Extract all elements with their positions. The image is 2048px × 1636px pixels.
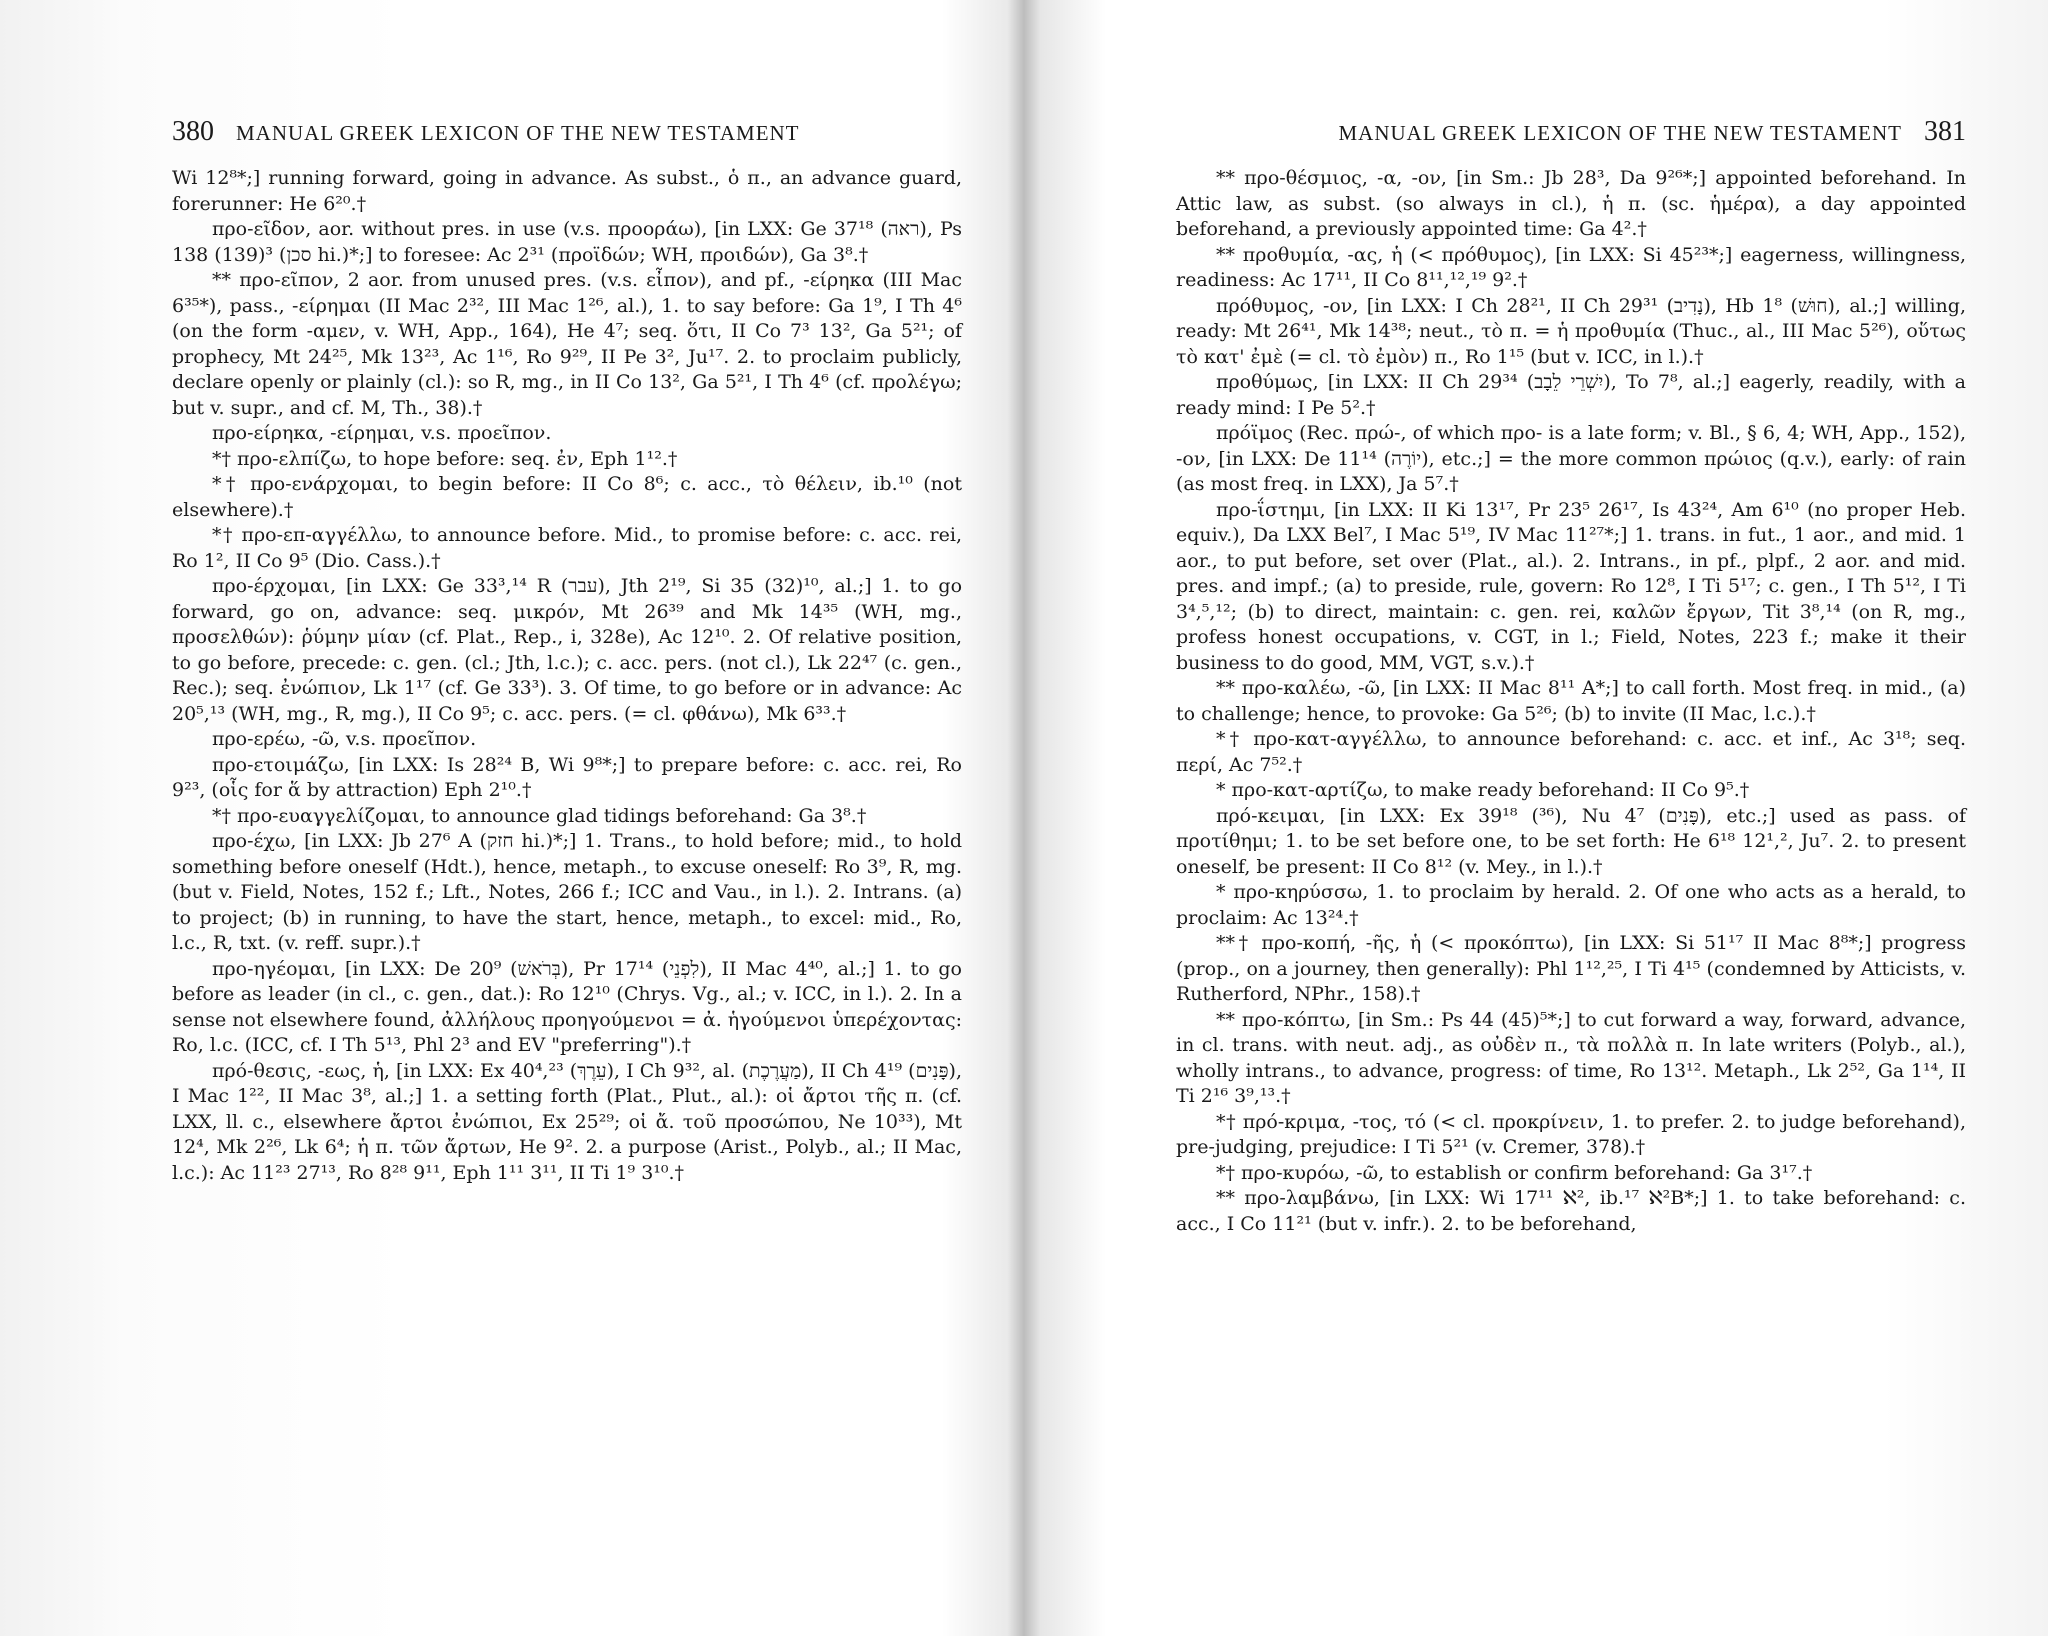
lexicon-entry: **† προ-κοπή, -ῆς, ἡ (< προκόπτω), [in LXX: Si 51¹⁷ II Mac 8⁸*;] progress (prop., on a journey, then generally): Phl 1¹²,²⁵, I Ti 4¹⁵ (condemned by Atticists, v. Rutherford, NPhr., 158).†: [1176, 932, 1966, 1005]
right-running-head: [1176, 116, 1966, 152]
lexicon-entry: ** προ-κόπτω, [in Sm.: Ps 44 (45)⁵*;] to cut forward a way, forward, advance, in cl. trans. with neut. adj., as οὐδὲν π., τὰ πολλὰ π. In late writers (Polyb., al.), wholly intrans., to advance, progress: of time, Ro 13¹². Metaph., Lk 2⁵², Ga 1¹⁴, II Ti 2¹⁶ 3⁹,¹³.†: [1176, 1008, 1966, 1107]
left-entries: [172, 166, 962, 1186]
lexicon-entry: προ-ΐστημι, [in LXX: II Ki 13¹⁷, Pr 23⁵ 26¹⁷, Is 43²⁴, Am 6¹⁰ (no proper Heb. equiv.), Da LXX Bel⁷, I Mac 5¹⁹, IV Mac 11²⁷*;] 1. trans. in fut., 1 aor., and mid. 1 aor., to put before, set over (Plat., al.). 2. Intrans., in pf., plpf., 2 aor. and mid. pres. and impf.; (a) to preside, rule, govern: Ro 12⁸, I Ti 5¹⁷; c. gen., I Th 5¹², I Ti 3⁴,⁵,¹²; (b) to direct, maintain: c. gen. rei, καλῶν ἔργων, Tit 3⁸,¹⁴ (on R, mg., profess honest occupations, v. CGT, in l.; Field, Notes, 223 f.; make it their business to do good, MM, VGT, s.v.).†: [1176, 498, 1966, 674]
left-page: [172, 116, 962, 1186]
lexicon-entry: * προ-κατ-αρτίζω, to make ready beforehand: II Co 9⁵.†: [1216, 779, 1750, 801]
lexicon-entry: *† προ-ενάρχομαι, to begin before: II Co 8⁶; c. acc., τὸ θέλειν, ib.¹⁰ (not elsewhere).†: [172, 473, 962, 521]
right-page: [1176, 116, 1966, 1237]
lexicon-entry: προ-είρηκα, -είρημαι, v.s. προεῖπον.: [212, 422, 552, 444]
right-entries: [1176, 166, 1966, 1237]
lexicon-entry: πρό-κειμαι, [in LXX: Ex 39¹⁸ (³⁶), Nu 4⁷ (פָּנִים), etc.;] used as pass. of προτίθημι; 1. to be set before one, to be set forth: He 6¹⁸ 12¹,², Ju⁷. 2. to present oneself, be present: II Co 8¹² (v. Mey., in l.).†: [1176, 804, 1966, 878]
lexicon-entry: ** προ-καλέω, -ῶ, [in LXX: II Mac 8¹¹ A*;] to call forth. Most freq. in mid., (a) to challenge; hence, to provoke: Ga 5²⁶; (b) to invite (II Mac, l.c.).†: [1176, 677, 1966, 725]
left-page-number: 380: [172, 116, 214, 147]
lexicon-entry: *† πρό-κριμα, -τος, τό (< cl. προκρίνειν, 1. to prefer. 2. to judge beforehand), pre-judging, prejudice: I Ti 5²¹ (v. Cremer, 378).†: [1176, 1110, 1966, 1158]
left-running-head: [172, 116, 962, 152]
lexicon-entry: προ-εῖδον, aor. without pres. in use (v.s. προοράω), [in LXX: Ge 37¹⁸ (ראה), Ps 138 (139)³ (סכן hi.)*;] to foresee: Ac 2³¹ (προϊδών; WH, προιδών), Ga 3⁸.†: [172, 218, 962, 266]
lexicon-entry: προθύμως, [in LXX: II Ch 29³⁴ (יִשְׁרֵי לֵבָב), To 7⁸, al.;] eagerly, readily, with a ready mind: I Pe 5².†: [1176, 371, 1967, 419]
lexicon-entry: προ-ερέω, -ῶ, v.s. προεῖπον.: [212, 728, 477, 750]
lexicon-entry: ** προθυμία, -ας, ἡ (< πρόθυμος), [in LXX: Si 45²³*;] eagerness, willingness, readiness: Ac 17¹¹, II Co 8¹¹,¹²,¹⁹ 9².†: [1176, 243, 1966, 291]
lexicon-entry: *† προ-ελπίζω, to hope before: seq. ἐν, Eph 1¹².†: [212, 447, 678, 470]
lexicon-entry: προ-ηγέομαι, [in LXX: De 20⁹ (בְּרֹאשׁ), Pr 17¹⁴ (לִפְנֵי), II Mac 4⁴⁰, al.;] 1. to go before as leader (in cl., c. gen., dat.): Ro 12¹⁰ (Chrys. Vg., al.; v. ICC, in l.). 2. In a sense not elsewhere found, ἀλλήλους προηγούμενοι = ἀ. ἡγούμενοι ὑπερέχοντας: Ro, l.c. (ICC, cf. I Th 5¹³, Phl 2³ and EV "preferring").†: [172, 957, 962, 1056]
left-running-title: MANUAL GREEK LEXICON OF THE NEW TESTAMENT: [236, 121, 800, 145]
right-page-number: 381: [1924, 116, 1966, 147]
lexicon-entry: προ-ετοιμάζω, [in LXX: Is 28²⁴ B, Wi 9⁸*;] to prepare before: c. acc. rei, Ro 9²³, (οἷς for ἅ by attraction) Eph 2¹⁰.†: [172, 753, 962, 801]
lexicon-entry: προ-έχω, [in LXX: Jb 27⁶ A (חזק hi.)*;] 1. Trans., to hold before; mid., to hold something before oneself (Hdt.), hence, metaph., to excuse oneself: Ro 3⁹, R, mg. (but v. Field, Notes, 152 f.; Lft., Notes, 266 f.; ICC and Vau., in l.). 2. Intrans. (a) to project; (b) in running, to have the start, hence, metaph., to excel: mid., Ro, l.c., R, txt. (v. reff. supr.).†: [172, 830, 962, 954]
lexicon-entry: *† προ-κυρόω, -ῶ, to establish or confirm beforehand: Ga 3¹⁷.†: [1216, 1161, 1813, 1184]
lexicon-entry: * προ-κηρύσσω, 1. to proclaim by herald. 2. Of one who acts as a herald, to proclaim: Ac 13²⁴.†: [1176, 881, 1966, 929]
right-running-title: MANUAL GREEK LEXICON OF THE NEW TESTAMENT: [1338, 121, 1902, 145]
lexicon-entry: πρό-θεσις, -εως, ἡ, [in LXX: Ex 40⁴,²³ (עֵרֶךְ), I Ch 9³², al. (מַעֲרֶכֶת), II Ch 4¹⁹ (פָּנִים), I Mac 1²², II Mac 3⁸, al.;] 1. a setting forth (Plat., Plut., al.): οἱ ἄρτοι τῆς π. (cf. LXX, ll. c., elsewhere ἄρτοι ἐνώπιοι, Ex 25²⁹; οἱ ἄ. τοῦ προσώπου, Ne 10³³), Mt 12⁴, Mk 2²⁶, Lk 6⁴; ἡ π. τῶν ἄρτων, He 9². 2. a purpose (Arist., Polyb., al.; II Mac, l.c.): Ac 11²³ 27¹³, Ro 8²⁸ 9¹¹, Eph 1¹¹ 3¹¹, II Ti 1⁹ 3¹⁰.†: [172, 1059, 962, 1184]
lexicon-entry: πρόθυμος, -ον, [in LXX: I Ch 28²¹, II Ch 29³¹ (נָדִיב), Hb 1⁸ (חוּשׁ), al.;] willing, ready: Mt 26⁴¹, Mk 14³⁸; neut., τὸ π. = ἡ προθυμία (Thuc., al., III Mac 5²⁶), οὕτως τὸ κατ' ἐμὲ (= cl. τὸ ἐμὸν) π., Ro 1¹⁵ (but v. ICC, in l.).†: [1176, 294, 1966, 368]
lexicon-entry: προ-έρχομαι, [in LXX: Ge 33³,¹⁴ R (עבר), Jth 2¹⁹, Si 35 (32)¹⁰, al.;] 1. to go forward, go on, advance: seq. μικρόν, Mt 26³⁹ and Mk 14³⁵ (WH, mg., προσελθών): ῥύμην μίαν (cf. Plat., Rep., i, 328e), Ac 12¹⁰. 2. Of relative position, to go before, precede: c. gen. (cl.; Jth, l.c.); c. acc. pers. (not cl.), Lk 22⁴⁷ (c. gen., Rec.); seq. ἐνώπιον, Lk 1¹⁷ (cf. Ge 33³). 3. Of time, to go before or in advance: Ac 20⁵,¹³ (WH, mg., R, mg.), II Co 9⁵; c. acc. pers. (= cl. φθάνω), Mk 6³³.†: [172, 575, 963, 725]
lexicon-entry: ** προ-θέσμιος, -α, -ον, [in Sm.: Jb 28³, Da 9²⁶*;] appointed beforehand. In Attic law, as subst. (so always in cl.), ἡ π. (sc. ἡμέρα), a day appointed beforehand, a previously appointed time: Ga 4².†: [1176, 167, 1966, 240]
lexicon-entry: πρόϊμος (Rec. πρώ-, of which προ- is a late form; v. Bl., § 6, 4; WH, App., 152), -ον, [in LXX: De 11¹⁴ (יוֹרֶה), etc.;] = the more common πρώιος (q.v.), early: of rain (as most freq. in LXX), Ja 5⁷.†: [1176, 422, 1967, 495]
lexicon-entry: *† προ-επ-αγγέλλω, to announce before. Mid., to promise before: c. acc. rei, Ro 1², II Co 9⁵ (Dio. Cass.).†: [172, 524, 962, 572]
lexicon-entry: ** προ-εῖπον, 2 aor. from unused pres. (v.s. εἶπον), and pf., -είρηκα (III Mac 6³⁵*), pass., -είρημαι (II Mac 2³², III Mac 1²⁶, al.), 1. to say before: Ga 1⁹, I Th 4⁶ (on the form -αμεν, v. WH, App., 164), He 4⁷; seq. ὅτι, II Co 7³ 13², Ga 5²¹; of prophecy, Mt 24²⁵, Mk 13²³, Ac 1¹⁶, Ro 9²⁹, II Pe 3², Ju¹⁷. 2. to proclaim publicly, declare openly or plainly (cl.): so R, mg., in II Co 13², Ga 5²¹, I Th 4⁶ (cf. προλέγω; but v. supr., and cf. M, Th., 38).†: [172, 269, 962, 419]
lexicon-entry: ** προ-λαμβάνω, [in LXX: Wi 17¹¹ ℵ², ib.¹⁷ ℵ²B*;] 1. to take beforehand: c. acc., I Co 11²¹ (but v. infr.). 2. to be beforehand,: [1176, 1187, 1966, 1235]
lexicon-entry: *† προ-κατ-αγγέλλω, to announce beforehand: c. acc. et inf., Ac 3¹⁸; seq. περί, Ac 7⁵².†: [1176, 728, 1966, 776]
lexicon-entry: *† προ-ευαγγελίζομαι, to announce glad tidings beforehand: Ga 3⁸.†: [212, 804, 867, 827]
lexicon-entry: Wi 12⁸*;] running forward, going in advance. As subst., ὁ π., an advance guard, forerunner: He 6²⁰.†: [172, 167, 962, 215]
